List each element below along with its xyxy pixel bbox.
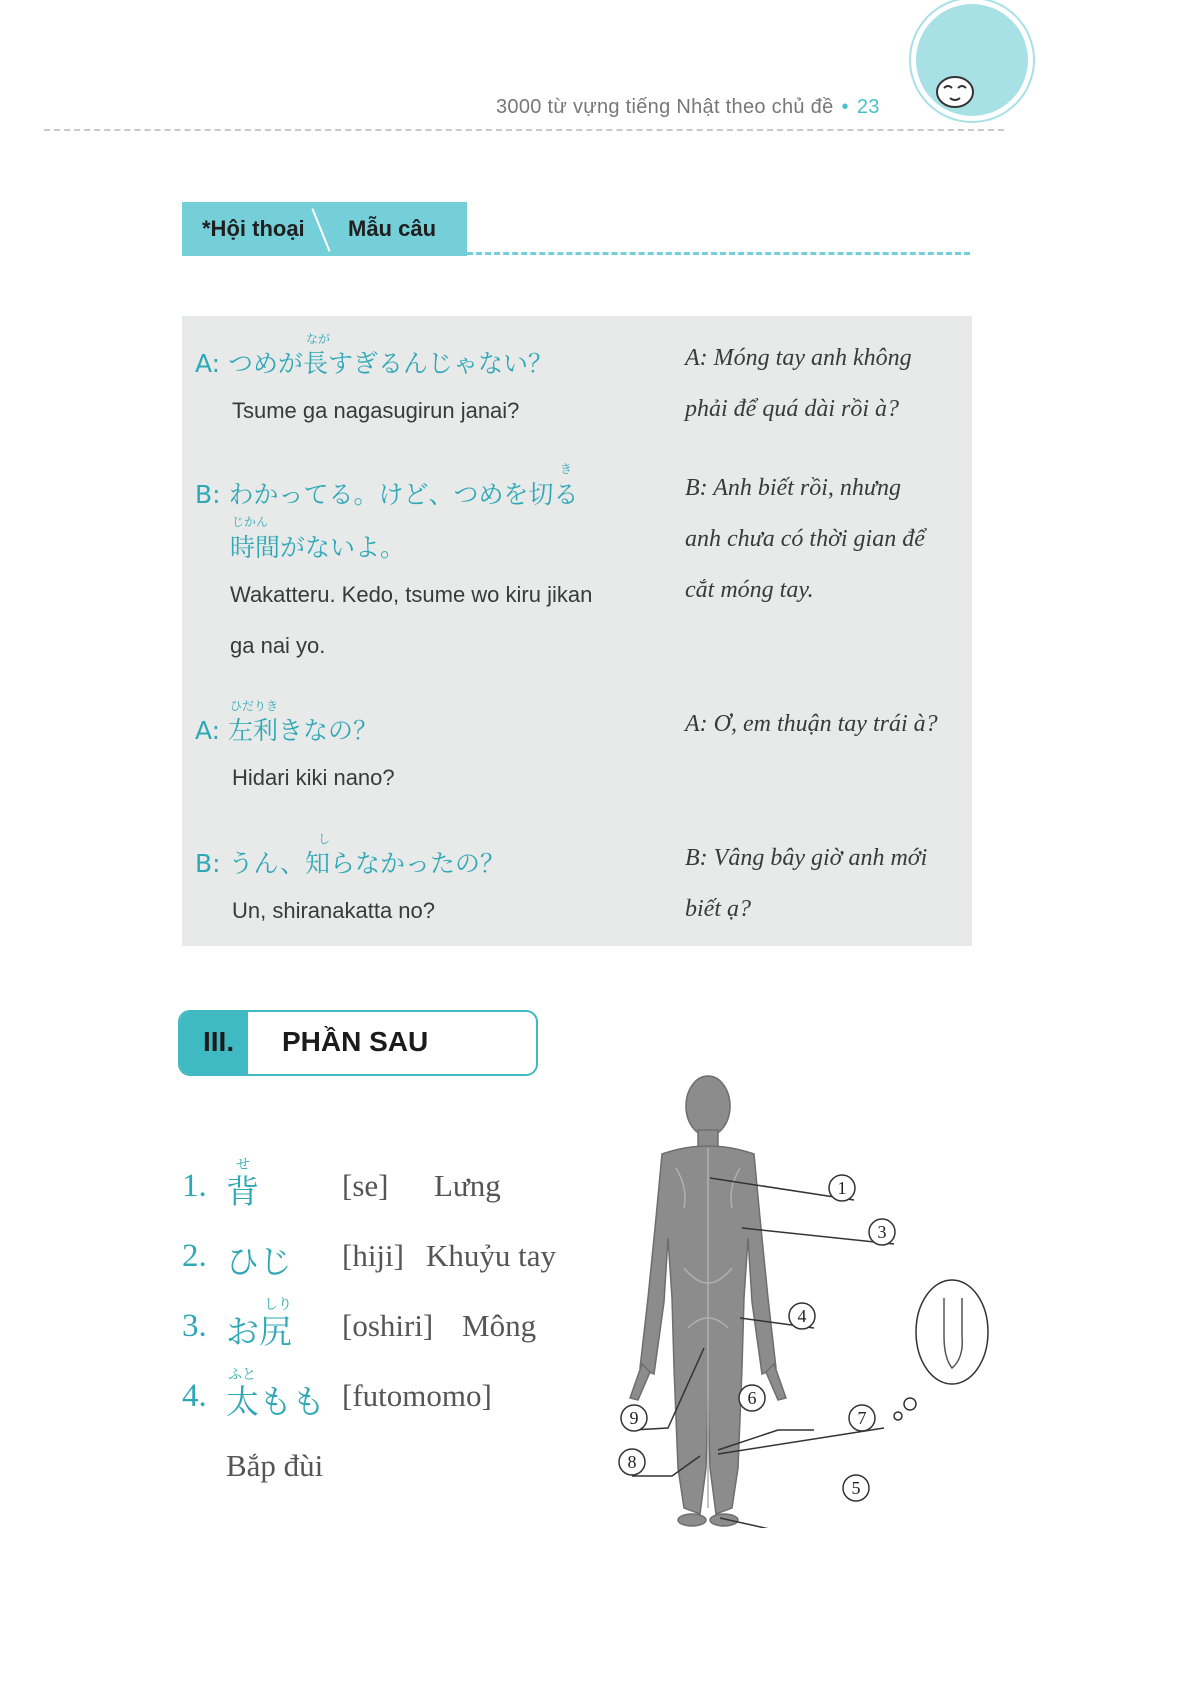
dialog-romaji: Hidari kiki nano? — [232, 765, 395, 790]
dialog-japanese-line: A: 左利きなの？ — [195, 716, 379, 745]
tab-label-dialog: *Hội thoại — [202, 216, 305, 241]
dialog-translation: B: Anh biết rồi, nhưng — [685, 475, 901, 501]
section-number: III. — [203, 1026, 235, 1057]
dialog-romaji: Tsume ga nagasugirun janai? — [232, 398, 520, 423]
figure-label: 8 — [627, 1452, 637, 1472]
section-title: PHẦN SAU — [282, 1026, 429, 1057]
vocab-meaning: Bắp đùi — [226, 1448, 324, 1483]
furigana: なが — [306, 332, 331, 346]
furigana: き — [560, 462, 573, 476]
furigana: じかん — [232, 515, 269, 529]
header-divider — [44, 129, 1004, 131]
vocab-meaning: Khuỷu tay — [426, 1238, 557, 1273]
vocab-furigana: ふと — [228, 1367, 256, 1383]
tab-dashed-line — [467, 252, 970, 255]
dialog-japanese-line: A: つめが長すぎるんじゃない？ — [195, 349, 554, 378]
figure-label: 3 — [877, 1222, 887, 1242]
dialog-translation: A: Ơ, em thuận tay trái à? — [685, 711, 938, 737]
vocab-number: 3. — [182, 1308, 207, 1344]
vocab-meaning: Mông — [462, 1308, 537, 1343]
dialog-romaji: Wakatteru. Kedo, tsume wo kiru jikan — [230, 582, 593, 607]
tab-label-sentences: Mẫu câu — [348, 216, 437, 241]
figure-label: 7 — [857, 1408, 867, 1428]
dialog-translation: anh chưa có thời gian để — [685, 526, 925, 552]
figure-label: 4 — [797, 1306, 807, 1326]
vocab-number: 4. — [182, 1378, 207, 1414]
vocab-number: 1. — [182, 1168, 207, 1204]
vocab-romaji: [se] — [342, 1168, 389, 1203]
dialog-translation: A: Móng tay anh không — [685, 345, 912, 371]
vocab-furigana: せ — [236, 1157, 250, 1173]
page-number: 23 — [856, 96, 880, 118]
vocab-japanese: 背 — [226, 1172, 259, 1211]
vocab-japanese: ひじ — [226, 1242, 292, 1281]
dialog-japanese-line: B: わかってる。けど、つめを切る — [195, 480, 579, 509]
figure-label: 5 — [851, 1478, 861, 1498]
vocab-meaning: Lưng — [434, 1168, 501, 1203]
figure-label: 6 — [747, 1388, 757, 1408]
vocab-japanese: 太もも — [226, 1382, 325, 1421]
body-back-figure — [592, 1068, 1032, 1528]
cartoon-face-icon — [930, 70, 980, 114]
dialog-japanese-line: 時間がないよ。 — [230, 533, 406, 562]
dialog-japanese-line: B: うん、知らなかったの？ — [195, 849, 506, 878]
dialog-romaji: ga nai yo. — [230, 633, 326, 658]
figure-label: 1 — [837, 1178, 847, 1198]
page-header — [496, 96, 880, 119]
vocab-japanese: お尻 — [226, 1312, 292, 1351]
dialog-translation: biết ạ? — [685, 896, 751, 922]
vocab-romaji: [oshiri] — [342, 1308, 434, 1343]
figure-label: 9 — [629, 1408, 639, 1428]
vocab-romaji: [futomomo] — [342, 1378, 492, 1413]
header-separator: • — [841, 96, 849, 118]
dialog-translation: phải để quá dài rồi à? — [685, 396, 899, 422]
dialog-translation: B: Vâng bây giờ anh mới — [685, 845, 928, 871]
dialog-translation: cắt móng tay. — [685, 577, 814, 603]
vocab-furigana: しり — [264, 1297, 292, 1313]
furigana: し — [318, 832, 331, 846]
vocab-romaji: [hiji] — [342, 1238, 404, 1273]
furigana: ひだりき — [230, 699, 279, 713]
book-title: 3000 từ vựng tiếng Nhật theo chủ đề — [496, 96, 834, 118]
vocab-number: 2. — [182, 1238, 207, 1274]
dialog-romaji: Un, shiranakatta no? — [232, 898, 436, 923]
